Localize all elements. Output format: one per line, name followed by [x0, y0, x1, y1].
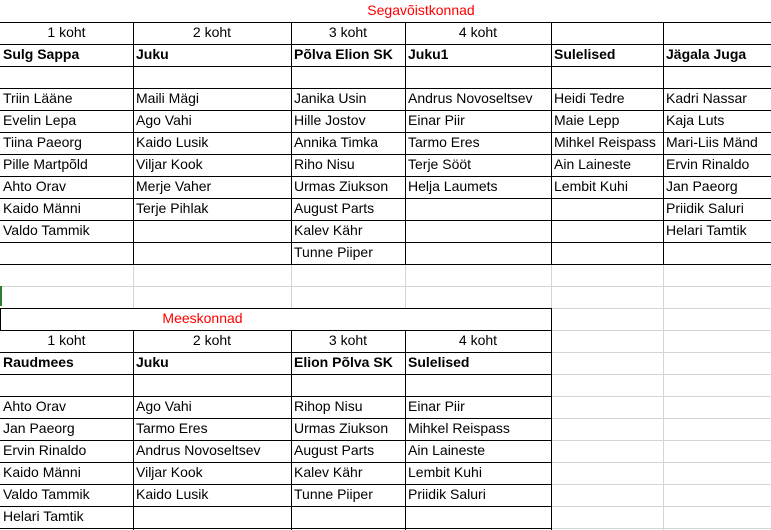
- gridline: [551, 352, 771, 353]
- table-border: [0, 374, 551, 375]
- team-name[interactable]: Juku: [136, 46, 169, 62]
- table-border: [0, 88, 771, 89]
- team-name[interactable]: Sulelised: [554, 46, 616, 62]
- member-name[interactable]: Viljar Kook: [136, 464, 203, 480]
- member-name[interactable]: Helari Tamtik: [666, 222, 747, 238]
- member-name[interactable]: Jan Paeorg: [3, 420, 75, 436]
- member-name[interactable]: Janika Usin: [294, 90, 367, 106]
- member-name[interactable]: Kaido Männi: [3, 200, 81, 216]
- gridline: [551, 308, 771, 309]
- member-name[interactable]: Tarmo Eres: [136, 420, 208, 436]
- member-name[interactable]: Kadri Nassar: [666, 90, 747, 106]
- place-header: 2 koht: [192, 24, 232, 40]
- table-border: [133, 22, 134, 264]
- member-name[interactable]: Hille Jostov: [294, 112, 366, 128]
- member-name[interactable]: Ervin Rinaldo: [3, 442, 87, 458]
- member-name[interactable]: Riho Nisu: [294, 156, 355, 172]
- gridline: [551, 440, 771, 441]
- team-name[interactable]: Sulelised: [408, 354, 470, 370]
- table-border: [663, 22, 664, 264]
- member-name[interactable]: Triin Lääne: [3, 90, 73, 106]
- member-name[interactable]: Einar Piir: [408, 398, 465, 414]
- table-border: [0, 132, 771, 133]
- member-name[interactable]: Jan Paeorg: [666, 178, 738, 194]
- table-border: [0, 66, 771, 67]
- gridline: [551, 506, 771, 507]
- member-name[interactable]: Priidik Saluri: [666, 200, 744, 216]
- gridline: [133, 264, 134, 308]
- member-name[interactable]: Andrus Novoseltsev: [136, 442, 261, 458]
- member-name[interactable]: Lembit Kuhi: [408, 464, 482, 480]
- table-border: [0, 22, 771, 23]
- member-name[interactable]: Annika Timka: [294, 134, 379, 150]
- team-name[interactable]: Raudmees: [3, 354, 74, 370]
- member-name[interactable]: Tunne Piiper: [294, 486, 373, 502]
- member-name[interactable]: Merje Vaher: [136, 178, 212, 194]
- member-name[interactable]: Kaido Männi: [3, 464, 81, 480]
- member-name[interactable]: Evelin Lepa: [3, 112, 77, 128]
- row-marker: [0, 286, 2, 306]
- member-name[interactable]: Mari-Liis Mänd: [666, 134, 758, 150]
- member-name[interactable]: Ain Laineste: [408, 442, 486, 458]
- team-name[interactable]: Jägala Juga: [666, 46, 747, 62]
- table-border: [291, 330, 292, 530]
- section-title: Meeskonnad: [162, 310, 243, 326]
- member-name[interactable]: Ervin Rinaldo: [666, 156, 750, 172]
- member-name[interactable]: Ago Vahi: [136, 398, 192, 414]
- table-border: [0, 352, 551, 353]
- member-name[interactable]: Pille Martpõld: [3, 156, 88, 172]
- member-name[interactable]: Maie Lepp: [554, 112, 620, 128]
- member-name[interactable]: Lembit Kuhi: [554, 178, 628, 194]
- member-name[interactable]: Heidi Tedre: [554, 90, 625, 106]
- table-border: [0, 242, 771, 243]
- gridline: [551, 374, 771, 375]
- member-name[interactable]: Urmas Ziukson: [294, 178, 389, 194]
- table-border: [0, 462, 551, 463]
- member-name[interactable]: Terje Sööt: [408, 156, 472, 172]
- table-border: [0, 484, 551, 485]
- member-name[interactable]: Ahto Orav: [3, 178, 67, 194]
- member-name[interactable]: Tiina Paeorg: [3, 134, 82, 150]
- place-header: 1 koht: [47, 332, 86, 348]
- member-name[interactable]: August Parts: [294, 442, 375, 458]
- member-name[interactable]: Viljar Kook: [136, 156, 203, 172]
- gridline: [663, 308, 664, 530]
- table-border: [0, 264, 771, 265]
- gridline: [551, 462, 771, 463]
- member-name[interactable]: Helja Laumets: [408, 178, 498, 194]
- team-name[interactable]: Sulg Sappa: [3, 46, 80, 62]
- gridline: [663, 264, 664, 308]
- table-border: [0, 198, 771, 199]
- team-name[interactable]: Juku: [136, 354, 169, 370]
- member-name[interactable]: Mihkel Reispass: [554, 134, 656, 150]
- place-header: 2 koht: [192, 332, 232, 348]
- member-name[interactable]: Kalev Kähr: [294, 222, 363, 238]
- section-title: Segavõistkonnad: [367, 2, 475, 18]
- table-border: [0, 506, 551, 507]
- table-border: [291, 22, 292, 264]
- place-header: 3 koht: [328, 24, 368, 40]
- team-name[interactable]: Põlva Elion SK: [294, 46, 393, 62]
- table-border: [0, 418, 551, 419]
- gridline: [551, 330, 771, 331]
- table-border: [551, 22, 552, 264]
- gridline: [551, 264, 552, 308]
- member-name[interactable]: Tunne Piiper: [294, 244, 373, 260]
- member-name[interactable]: Andrus Novoseltsev: [408, 90, 533, 106]
- member-name[interactable]: Tarmo Eres: [408, 134, 480, 150]
- place-header: 4 koht: [458, 24, 498, 40]
- gridline: [551, 396, 771, 397]
- table-border: [0, 44, 771, 45]
- place-header: 3 koht: [328, 332, 368, 348]
- table-border: [0, 176, 771, 177]
- member-name[interactable]: August Parts: [294, 200, 375, 216]
- place-header: 4 koht: [458, 332, 498, 348]
- member-name[interactable]: Ahto Orav: [3, 398, 67, 414]
- place-header: 1 koht: [47, 24, 86, 40]
- member-name[interactable]: Priidik Saluri: [408, 486, 486, 502]
- table-border: [0, 308, 551, 309]
- gridline: [551, 418, 771, 419]
- member-name[interactable]: Urmas Ziukson: [294, 420, 389, 436]
- table-border: [405, 22, 406, 264]
- member-name[interactable]: Helari Tamtik: [3, 508, 84, 524]
- member-name[interactable]: Ago Vahi: [136, 112, 192, 128]
- member-name[interactable]: Kaido Lusik: [136, 486, 209, 502]
- table-border: [0, 308, 1, 330]
- table-border: [0, 220, 771, 221]
- gridline: [551, 528, 771, 529]
- table-border: [0, 396, 551, 397]
- member-name[interactable]: Terje Pihlak: [136, 200, 209, 216]
- table-border: [0, 440, 551, 441]
- table-border: [0, 154, 771, 155]
- gridline: [291, 264, 292, 308]
- table-border: [405, 330, 406, 530]
- table-border: [0, 330, 551, 331]
- table-border: [551, 308, 552, 530]
- gridline: [0, 286, 771, 287]
- table-border: [0, 528, 551, 529]
- member-name[interactable]: Kaja Luts: [666, 112, 725, 128]
- member-name[interactable]: Mihkel Reispass: [408, 420, 510, 436]
- table-border: [133, 330, 134, 530]
- member-name[interactable]: Kalev Kähr: [294, 464, 363, 480]
- gridline: [405, 264, 406, 308]
- member-name[interactable]: Rihop Nisu: [294, 398, 363, 414]
- member-name[interactable]: Einar Piir: [408, 112, 465, 128]
- member-name[interactable]: Ain Laineste: [554, 156, 632, 172]
- member-name[interactable]: Kaido Lusik: [136, 134, 209, 150]
- member-name[interactable]: Maili Mägi: [136, 90, 200, 106]
- team-name[interactable]: Juku1: [408, 46, 449, 62]
- gridline: [551, 484, 771, 485]
- team-name[interactable]: Elion Põlva SK: [294, 354, 393, 370]
- member-name[interactable]: Valdo Tammik: [3, 486, 90, 502]
- member-name[interactable]: Valdo Tammik: [3, 222, 90, 238]
- table-border: [0, 110, 771, 111]
